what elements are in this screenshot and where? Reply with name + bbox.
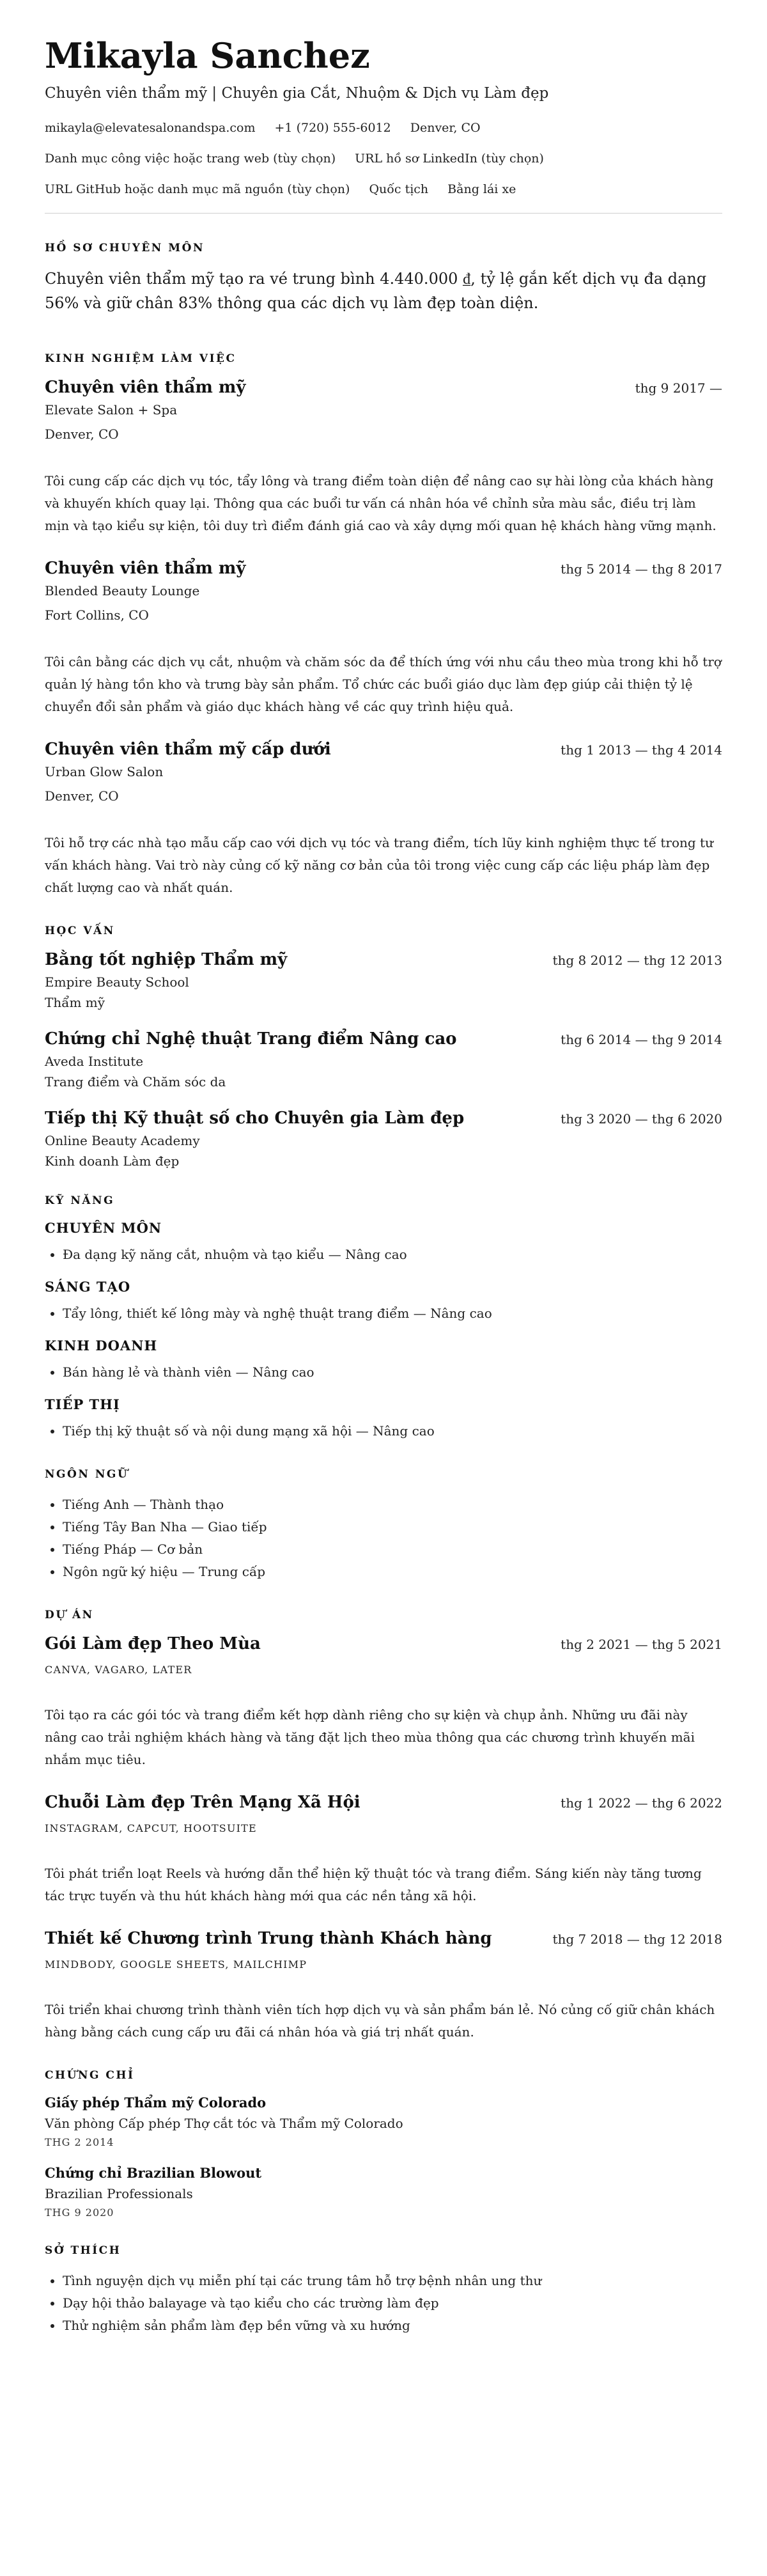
project-entry xyxy=(45,1793,722,1907)
education-field: Trang điểm và Chăm sóc da xyxy=(45,1073,226,1089)
experience-location: Denver, CO xyxy=(45,426,119,442)
education-field: Thẩm mỹ xyxy=(45,994,105,1010)
experience-entry xyxy=(45,378,722,537)
experience-title: KINH NGHIỆM LÀM VIỆC xyxy=(45,352,236,365)
project-date: thg 2 2021 — thg 5 2021 xyxy=(561,1636,722,1652)
header-divider xyxy=(45,213,722,214)
project-tech: CANVA, VAGARO, LATER xyxy=(45,1663,192,1676)
contact-row-links xyxy=(45,152,722,166)
skill-group-title: TIẾP THỊ xyxy=(45,1396,120,1412)
experience-role: Chuyên viên thẩm mỹ xyxy=(45,377,246,397)
certifications-title: CHỨNG CHỈ xyxy=(45,2068,135,2082)
hobbies-section xyxy=(45,2244,722,2337)
experience-section xyxy=(45,352,722,899)
contact-github[interactable]: URL GitHub hoặc danh mục mã nguồn (tùy chọn) xyxy=(45,182,350,197)
experience-role: Chuyên viên thẩm mỹ xyxy=(45,558,246,578)
languages-title: NGÔN NGỮ xyxy=(45,1467,129,1481)
certification-name: Chứng chỉ Brazilian Blowout xyxy=(45,2164,262,2181)
skill-item: • Đa dạng kỹ năng cắt, nhuộm và tạo kiểu — Nâng cao xyxy=(63,1244,722,1266)
contact-location: Denver, CO xyxy=(410,121,481,136)
education-section xyxy=(45,925,722,1169)
project-description: Tôi triển khai chương trình thành viên tích hợp dịch vụ và sản phẩm bán lẻ. Nó củng cố giữ chân khách hàng bằng cách cung cấp ưu đãi cá nhân hóa và giá trị nhất quán. xyxy=(45,2001,715,2040)
projects-title: DỰ ÁN xyxy=(45,1608,94,1621)
certifications-section xyxy=(45,2069,722,2219)
education-degree: Tiếp thị Kỹ thuật số cho Chuyên gia Làm đẹp xyxy=(45,1108,465,1128)
summary-section xyxy=(45,242,722,315)
education-entry xyxy=(45,1029,722,1089)
contact-row-extra xyxy=(45,182,722,196)
hobby-item: • Tình nguyện dịch vụ miễn phí tại các trung tâm hỗ trợ bệnh nhân ung thư xyxy=(63,2270,722,2292)
education-school: Aveda Institute xyxy=(45,1053,144,1069)
skill-item: • Tiếp thị kỹ thuật số và nội dung mạng xã hội — Nâng cao xyxy=(63,1420,722,1442)
skills-section xyxy=(45,1194,722,1442)
skill-list xyxy=(45,1244,722,1266)
project-name: Gói Làm đẹp Theo Mùa xyxy=(45,1634,261,1653)
certification-issuer: Văn phòng Cấp phép Thợ cắt tóc và Thẩm mỹ Colorado xyxy=(45,2115,403,2131)
education-field: Kinh doanh Làm đẹp xyxy=(45,1153,180,1169)
contact-linkedin[interactable]: URL hồ sơ LinkedIn (tùy chọn) xyxy=(355,152,544,166)
education-degree: Chứng chỉ Nghệ thuật Trang điểm Nâng cao xyxy=(45,1029,457,1049)
experience-company: Urban Glow Salon xyxy=(45,763,164,779)
project-entry xyxy=(45,1929,722,2043)
contact-portfolio[interactable]: Danh mục công việc hoặc trang web (tùy chọn) xyxy=(45,152,336,166)
education-date: thg 8 2012 — thg 12 2013 xyxy=(552,952,722,968)
experience-date: thg 9 2017 — xyxy=(635,380,722,396)
project-entry xyxy=(45,1634,722,1771)
education-entry xyxy=(45,1109,722,1169)
education-school: Online Beauty Academy xyxy=(45,1132,200,1148)
experience-date: thg 1 2013 — thg 4 2014 xyxy=(561,742,722,758)
education-school: Empire Beauty School xyxy=(45,974,189,990)
project-tech: INSTAGRAM, CAPCUT, HOOTSUITE xyxy=(45,1822,257,1834)
experience-entry xyxy=(45,559,722,718)
experience-location: Denver, CO xyxy=(45,788,119,804)
project-name: Chuỗi Làm đẹp Trên Mạng Xã Hội xyxy=(45,1792,360,1812)
hobbies-title: SỞ THÍCH xyxy=(45,2244,121,2257)
skill-list xyxy=(45,1302,722,1325)
skill-list xyxy=(45,1361,722,1384)
education-date: thg 6 2014 — thg 9 2014 xyxy=(561,1031,722,1047)
experience-date: thg 5 2014 — thg 8 2017 xyxy=(561,561,722,577)
summary-text: Chuyên viên thẩm mỹ tạo ra vé trung bình 4.440.000 ₫, tỷ lệ gắn kết dịch vụ đa dạng 56% và giữ chân 83% thông qua các dịch vụ làm đẹp toàn diện. xyxy=(45,270,707,312)
certification-entry xyxy=(45,2095,722,2148)
skill-group-title: KINH DOANH xyxy=(45,1337,158,1354)
hobby-item: • Dạy hội thảo balayage và tạo kiểu cho các trường làm đẹp xyxy=(63,2292,722,2314)
certification-issuer: Brazilian Professionals xyxy=(45,2185,193,2201)
certification-entry xyxy=(45,2165,722,2219)
resume-header xyxy=(45,37,722,196)
experience-company: Elevate Salon + Spa xyxy=(45,402,178,418)
project-tech: MINDBODY, GOOGLE SHEETS, MAILCHIMP xyxy=(45,1958,307,1971)
contact-email[interactable]: mikayla@elevatesalonandspa.com xyxy=(45,121,256,136)
experience-description: Tôi cân bằng các dịch vụ cắt, nhuộm và chăm sóc da để thích ứng với nhu cầu theo mùa trong khi hỗ trợ quản lý hàng tồn kho và trưng bày sản phẩm. Tổ chức các buổi giáo dục làm đẹp giúp cải thiện tỷ lệ chuyển đổi sản phẩm và giáo dục khách hàng về các quy trình hiệu quả. xyxy=(45,653,722,714)
experience-location: Fort Collins, CO xyxy=(45,607,149,623)
experience-company: Blended Beauty Lounge xyxy=(45,582,200,598)
project-date: thg 7 2018 — thg 12 2018 xyxy=(552,1931,722,1947)
candidate-name: Mikayla Sanchez xyxy=(45,35,370,76)
projects-section xyxy=(45,1609,722,2043)
education-entry xyxy=(45,950,722,1010)
project-description: Tôi phát triển loạt Reels và hướng dẫn thể hiện kỹ thuật tóc và trang điểm. Sáng kiến này tăng tương tác trực tuyến và thu hút khách hàng mới qua các nền tảng xã hội. xyxy=(45,1865,702,1903)
skills-title: KỸ NĂNG xyxy=(45,1194,115,1207)
hobby-list xyxy=(45,2270,722,2337)
skill-group-title: CHUYÊN MÔN xyxy=(45,1219,162,1236)
experience-description: Tôi hỗ trợ các nhà tạo mẫu cấp cao với dịch vụ tóc và trang điểm, tích lũy kinh nghiệm thực tế trong tư vấn khách hàng. Vai trò này củng cố kỹ năng cơ bản của tôi trong việc cung cấp các liệu pháp làm đẹp chất lượng cao và nhất quán. xyxy=(45,834,713,895)
candidate-headline: Chuyên viên thẩm mỹ | Chuyên gia Cắt, Nhuộm & Dịch vụ Làm đẹp xyxy=(45,85,549,102)
skill-group-title: SÁNG TẠO xyxy=(45,1278,131,1295)
project-description: Tôi tạo ra các gói tóc và trang điểm kết hợp dành riêng cho sự kiện và chụp ảnh. Những ưu đãi này nâng cao trải nghiệm khách hàng và tăng đặt lịch theo mùa thông qua các chương trình khuyến mãi nhắm mục tiêu. xyxy=(45,1706,695,1767)
education-title: HỌC VẤN xyxy=(45,924,115,937)
contact-row-primary xyxy=(45,121,722,135)
education-date: thg 3 2020 — thg 6 2020 xyxy=(561,1111,722,1127)
hobby-item: • Thử nghiệm sản phẩm làm đẹp bền vững và xu hướng xyxy=(63,2314,722,2337)
skill-item: • Bán hàng lẻ và thành viên — Nâng cao xyxy=(63,1361,722,1384)
certification-date: THG 2 2014 xyxy=(45,2135,114,2148)
skill-list xyxy=(45,1420,722,1442)
language-item: • Tiếng Anh — Thành thạo xyxy=(63,1494,722,1516)
experience-entry xyxy=(45,740,722,899)
skill-item: • Tẩy lông, thiết kế lông mày và nghệ thuật trang điểm — Nâng cao xyxy=(63,1302,722,1325)
language-item: • Tiếng Pháp — Cơ bản xyxy=(63,1538,722,1561)
summary-title: HỒ SƠ CHUYÊN MÔN xyxy=(45,242,205,255)
contact-phone[interactable]: +1 (720) 555-6012 xyxy=(274,121,391,136)
experience-description: Tôi cung cấp các dịch vụ tóc, tẩy lông và trang điểm toàn diện để nâng cao sự hài lòng của khách hàng và khuyến khích quay lại. Thông qua các buổi tư vấn cá nhân hóa về chỉnh sửa màu sắc, điều trị làm mịn và tạo kiểu sự kiện, tôi duy trì điểm đánh giá cao và xây dựng mối quan hệ khách hàng vững mạnh. xyxy=(45,472,717,533)
contact-nationality: Quốc tịch xyxy=(369,182,429,197)
language-item: • Tiếng Tây Ban Nha — Giao tiếp xyxy=(63,1516,722,1538)
certification-date: THG 9 2020 xyxy=(45,2206,114,2219)
project-date: thg 1 2022 — thg 6 2022 xyxy=(561,1795,722,1811)
language-item: • Ngôn ngữ ký hiệu — Trung cấp xyxy=(63,1561,722,1583)
contact-license: Bằng lái xe xyxy=(447,182,516,197)
languages-section xyxy=(45,1468,722,1583)
experience-role: Chuyên viên thẩm mỹ cấp dưới xyxy=(45,739,331,759)
language-list xyxy=(45,1494,722,1583)
project-name: Thiết kế Chương trình Trung thành Khách hàng xyxy=(45,1928,492,1948)
certification-name: Giấy phép Thẩm mỹ Colorado xyxy=(45,2094,267,2111)
education-degree: Bằng tốt nghiệp Thẩm mỹ xyxy=(45,949,288,969)
